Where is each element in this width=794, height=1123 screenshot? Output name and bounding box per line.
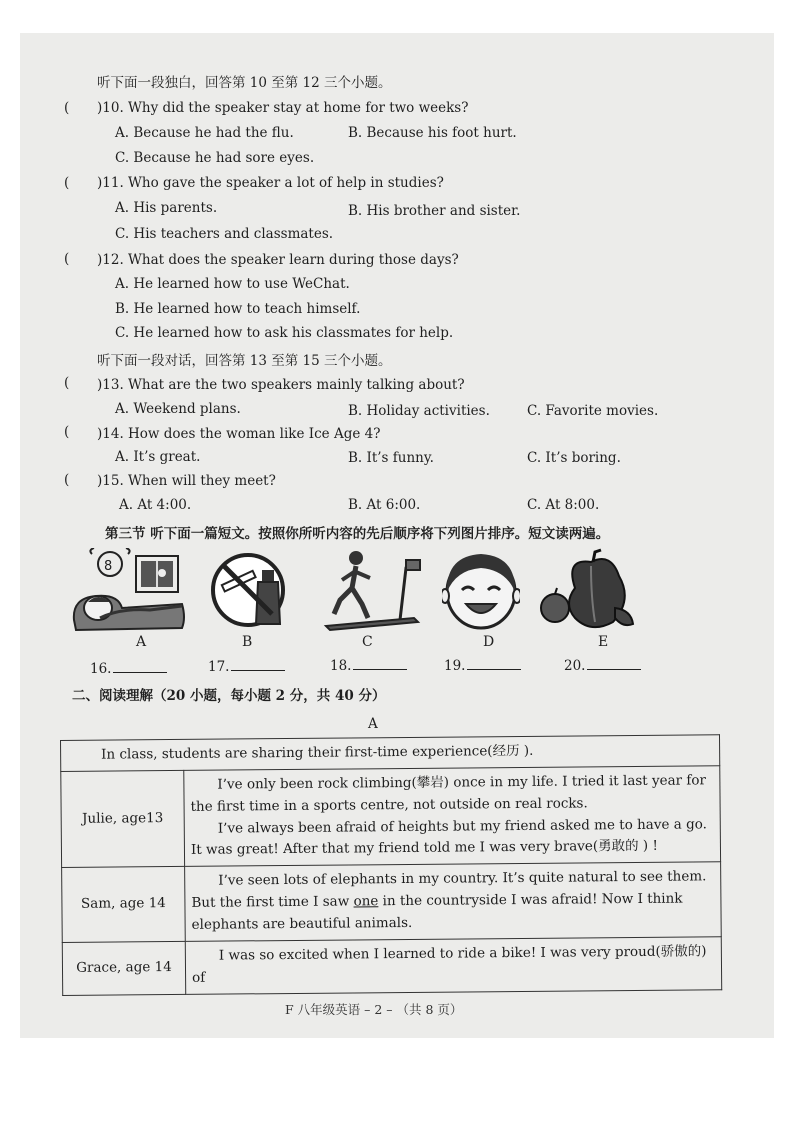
answer-blank-17[interactable]: 17. — [208, 658, 285, 675]
question-12: )12. What does the speaker learn during those days? — [97, 252, 459, 268]
table-row — [61, 766, 721, 868]
underlined-word-one: one — [353, 893, 379, 910]
no-smoking-drinking-icon — [208, 548, 292, 632]
q15-option-c: C. At 8:00. — [527, 497, 600, 513]
q11-option-c: C. His teachers and classmates. — [115, 226, 334, 242]
student-text-julie — [184, 766, 721, 867]
q10-option-a: A. Because he had the flu. — [115, 125, 294, 141]
student-text-sam — [185, 862, 722, 941]
question-10: )10. Why did the speaker stay at home for two weeks? — [97, 100, 469, 116]
answer-blank-16[interactable]: 16. — [90, 660, 167, 677]
question-14: )14. How does the woman like Ice Age 4? — [97, 426, 381, 442]
answer-paren-15: ( — [64, 472, 70, 488]
q14-option-c: C. It’s boring. — [527, 450, 621, 466]
question-13: )13. What are the two speakers mainly talking about? — [97, 377, 465, 393]
smiling-boy-icon — [442, 548, 520, 632]
julie-paragraph-2: I’ve always been afraid of heights but my friend asked me to have a go. It was great! After that my friend told me I was very brave(勇敢的 ) ! — [190, 815, 707, 859]
picture-label-d: D — [483, 634, 495, 650]
q12-option-b: B. He learned how to teach himself. — [115, 301, 361, 317]
student-name-grace: Grace, age 14 — [62, 941, 185, 995]
fruit-vegetables-icon — [535, 548, 635, 632]
picture-label-e: E — [598, 634, 609, 650]
q15-option-b: B. At 6:00. — [348, 497, 421, 513]
q10-option-b: B. Because his foot hurt. — [348, 125, 517, 141]
julie-paragraph-1: I’ve only been rock climbing(攀岩) once in my life. I tried it last year for the first time in a sports centre, not outside on real rocks. — [190, 772, 707, 815]
answer-blank-19[interactable]: 19. — [444, 657, 521, 674]
picture-label-a: A — [136, 634, 147, 650]
answer-paren-12: ( — [64, 251, 70, 267]
student-name-julie: Julie, age13 — [61, 770, 185, 868]
reading-section-title: 二、阅读理解（20 小题，每小题 2 分，共 40 分） — [72, 688, 386, 704]
table-row — [62, 862, 722, 942]
monologue-instructions: 听下面一段独白，回答第 10 至第 12 三个小题。 — [97, 75, 392, 91]
answer-paren-13: ( — [64, 375, 70, 391]
student-name-sam: Sam, age 14 — [62, 867, 186, 943]
answer-blank-18[interactable]: 18. — [330, 657, 407, 674]
table-row — [62, 937, 721, 995]
q13-option-b: B. Holiday activities. — [348, 403, 490, 419]
q13-option-c: C. Favorite movies. — [527, 403, 659, 419]
treadmill-runner-icon — [322, 548, 424, 632]
q12-option-c: C. He learned how to ask his classmates for help. — [115, 325, 454, 341]
q15-option-a: A. At 4:00. — [119, 497, 192, 513]
q12-option-a: A. He learned how to use WeChat. — [115, 276, 350, 292]
answer-paren-10: ( — [64, 100, 70, 116]
svg-text:8: 8 — [104, 559, 113, 574]
q14-option-b: B. It’s funny. — [348, 450, 434, 466]
sam-paragraph: I’ve seen lots of elephants in my country. It’s quite natural to see them. But the first time I saw one in the countryside I was afraid! Now I think elephants are beautiful animals. — [191, 868, 707, 933]
student-text-grace — [185, 937, 721, 994]
grace-paragraph: I was so excited when I learned to ride a bike! I was very proud(骄傲的) of — [192, 943, 707, 986]
q10-option-c: C. Because he had sore eyes. — [115, 150, 315, 166]
picture-label-b: B — [242, 634, 253, 650]
q13-option-a: A. Weekend plans. — [115, 401, 241, 417]
answer-paren-11: ( — [64, 175, 70, 191]
q14-option-a: A. It’s great. — [115, 449, 201, 465]
page-footer: F 八年级英语 – 2 – （共 8 页） — [285, 1002, 463, 1017]
sleeping-child-icon — [70, 548, 188, 632]
q11-option-a: A. His parents. — [115, 200, 218, 216]
question-11: )11. Who gave the speaker a lot of help in studies? — [97, 175, 444, 191]
q11-option-b: B. His brother and sister. — [348, 203, 521, 219]
picture-label-c: C — [362, 634, 373, 650]
section3-title: 第三节 听下面一篇短文。按照你所听内容的先后顺序将下列图片排序。短文读两遍。 — [105, 526, 610, 542]
question-15: )15. When will they meet? — [97, 473, 276, 489]
experience-table — [60, 734, 722, 995]
table-header: In class, students are sharing their first-time experience(经历 ). — [61, 735, 720, 772]
dialogue-instructions: 听下面一段对话，回答第 13 至第 15 三个小题。 — [97, 353, 392, 369]
answer-blank-20[interactable]: 20. — [564, 657, 641, 674]
passage-label: A — [368, 716, 378, 732]
answer-paren-14: ( — [64, 424, 70, 440]
